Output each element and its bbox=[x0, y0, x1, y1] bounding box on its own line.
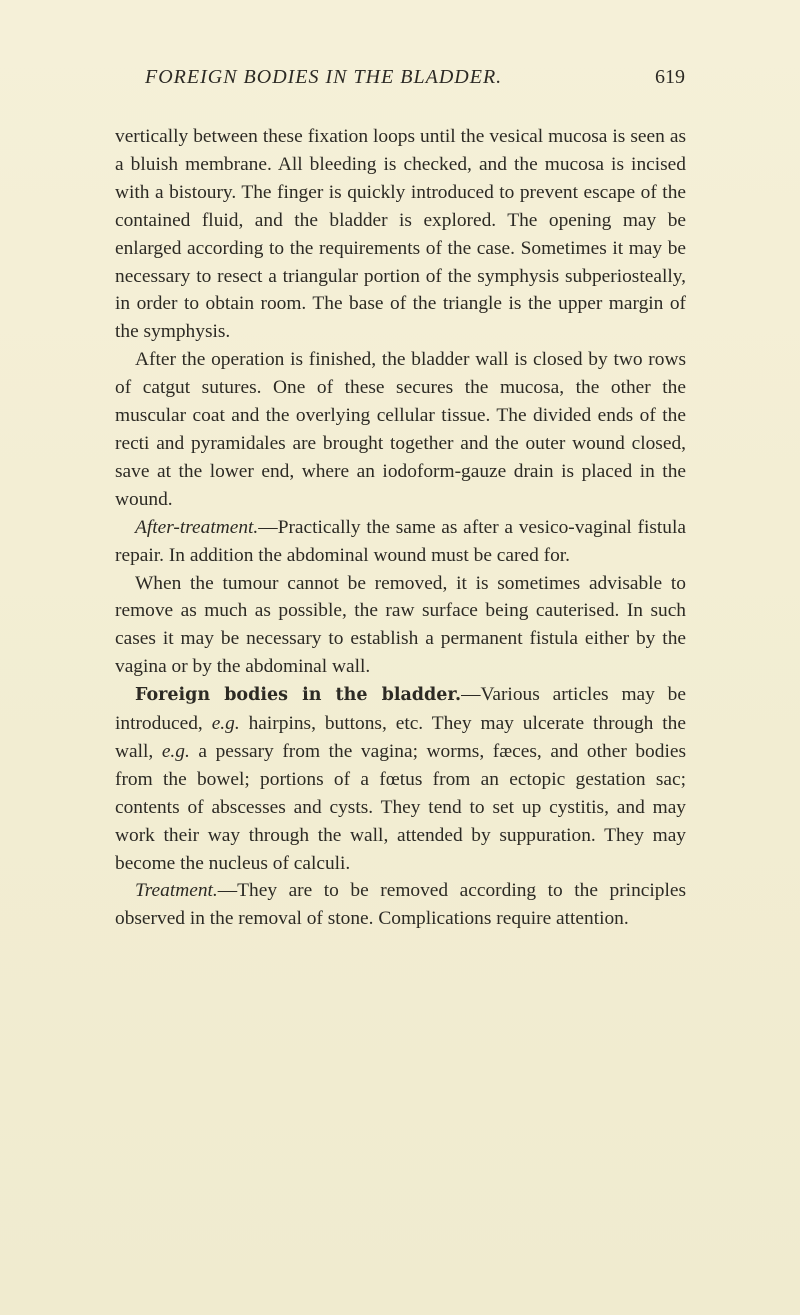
foreign-bodies-text-a: —Various articles may be introduced, bbox=[115, 684, 686, 735]
foreign-bodies-text-c: a pessary from the vagina; worms, fæces, and other bodies from the bowel; portions of a fœtus from an ectopic gestation sac; contents of abscesses and cysts. They tend to set up cystitis, and may work their way through the wall, attended by suppuration. They may become the nucleus of calculi. bbox=[115, 740, 686, 874]
foreign-bodies-text-b: hairpins, buttons, etc. They may ulcerate through the wall, bbox=[115, 713, 686, 762]
after-treatment-heading: After-treatment. bbox=[135, 516, 259, 538]
body-text bbox=[115, 123, 686, 933]
treatment-heading: Treatment. bbox=[135, 880, 218, 902]
paragraph-4: When the tumour cannot be removed, it is sometimes advisable to remove as much as possible, the raw surface being cauterised. In such cases it may be necessary to establish a permanent fistula either by the vagina or by the abdominal wall. bbox=[115, 572, 686, 678]
foreign-bodies-eg-2: e.g. bbox=[161, 740, 190, 762]
treatment-text: —They are to be removed according to the principles observed in the removal of stone. Complications require attention. bbox=[115, 880, 686, 930]
paragraph-1: vertically between these fixation loops until the vesical mucosa is seen as a bluish membrane. All bleeding is checked, and the mucosa is incised with a bistoury. The finger is quickly introduced to prevent escape of the contained fluid, and the bladder is explored. The opening may be enlarged according to the requirements of the case. Sometimes it may be necessary to resect a triangular portion of the symphysis subperiosteally, in order to obtain room. The base of the triangle is the upper margin of the symphysis. bbox=[115, 126, 686, 343]
foreign-bodies-eg-1: e.g. bbox=[211, 713, 240, 735]
paragraph-treatment bbox=[115, 877, 686, 933]
page-number: 619 bbox=[655, 66, 685, 88]
paragraph-2: After the operation is finished, the bladder wall is closed by two rows of catgut sutures. One of these secures the mucosa, the other the muscular coat and the overlying cellular tissue. The divided ends of the recti and pyramidales are brought together and the outer wound closed, save at the lower end, where an iodoform-gauze drain is placed in the wound. bbox=[115, 349, 686, 510]
paragraph-after-treatment bbox=[115, 514, 686, 570]
running-head bbox=[145, 66, 685, 96]
running-title: FOREIGN BODIES IN THE BLADDER. bbox=[145, 66, 503, 88]
after-treatment-text: —Practically the same as after a vesico-vaginal fistula repair. In addition the abdominal wound must be cared for. bbox=[115, 516, 686, 566]
paragraph-foreign-bodies bbox=[115, 681, 686, 877]
foreign-bodies-heading: Foreign bodies in the bladder. bbox=[135, 685, 462, 706]
